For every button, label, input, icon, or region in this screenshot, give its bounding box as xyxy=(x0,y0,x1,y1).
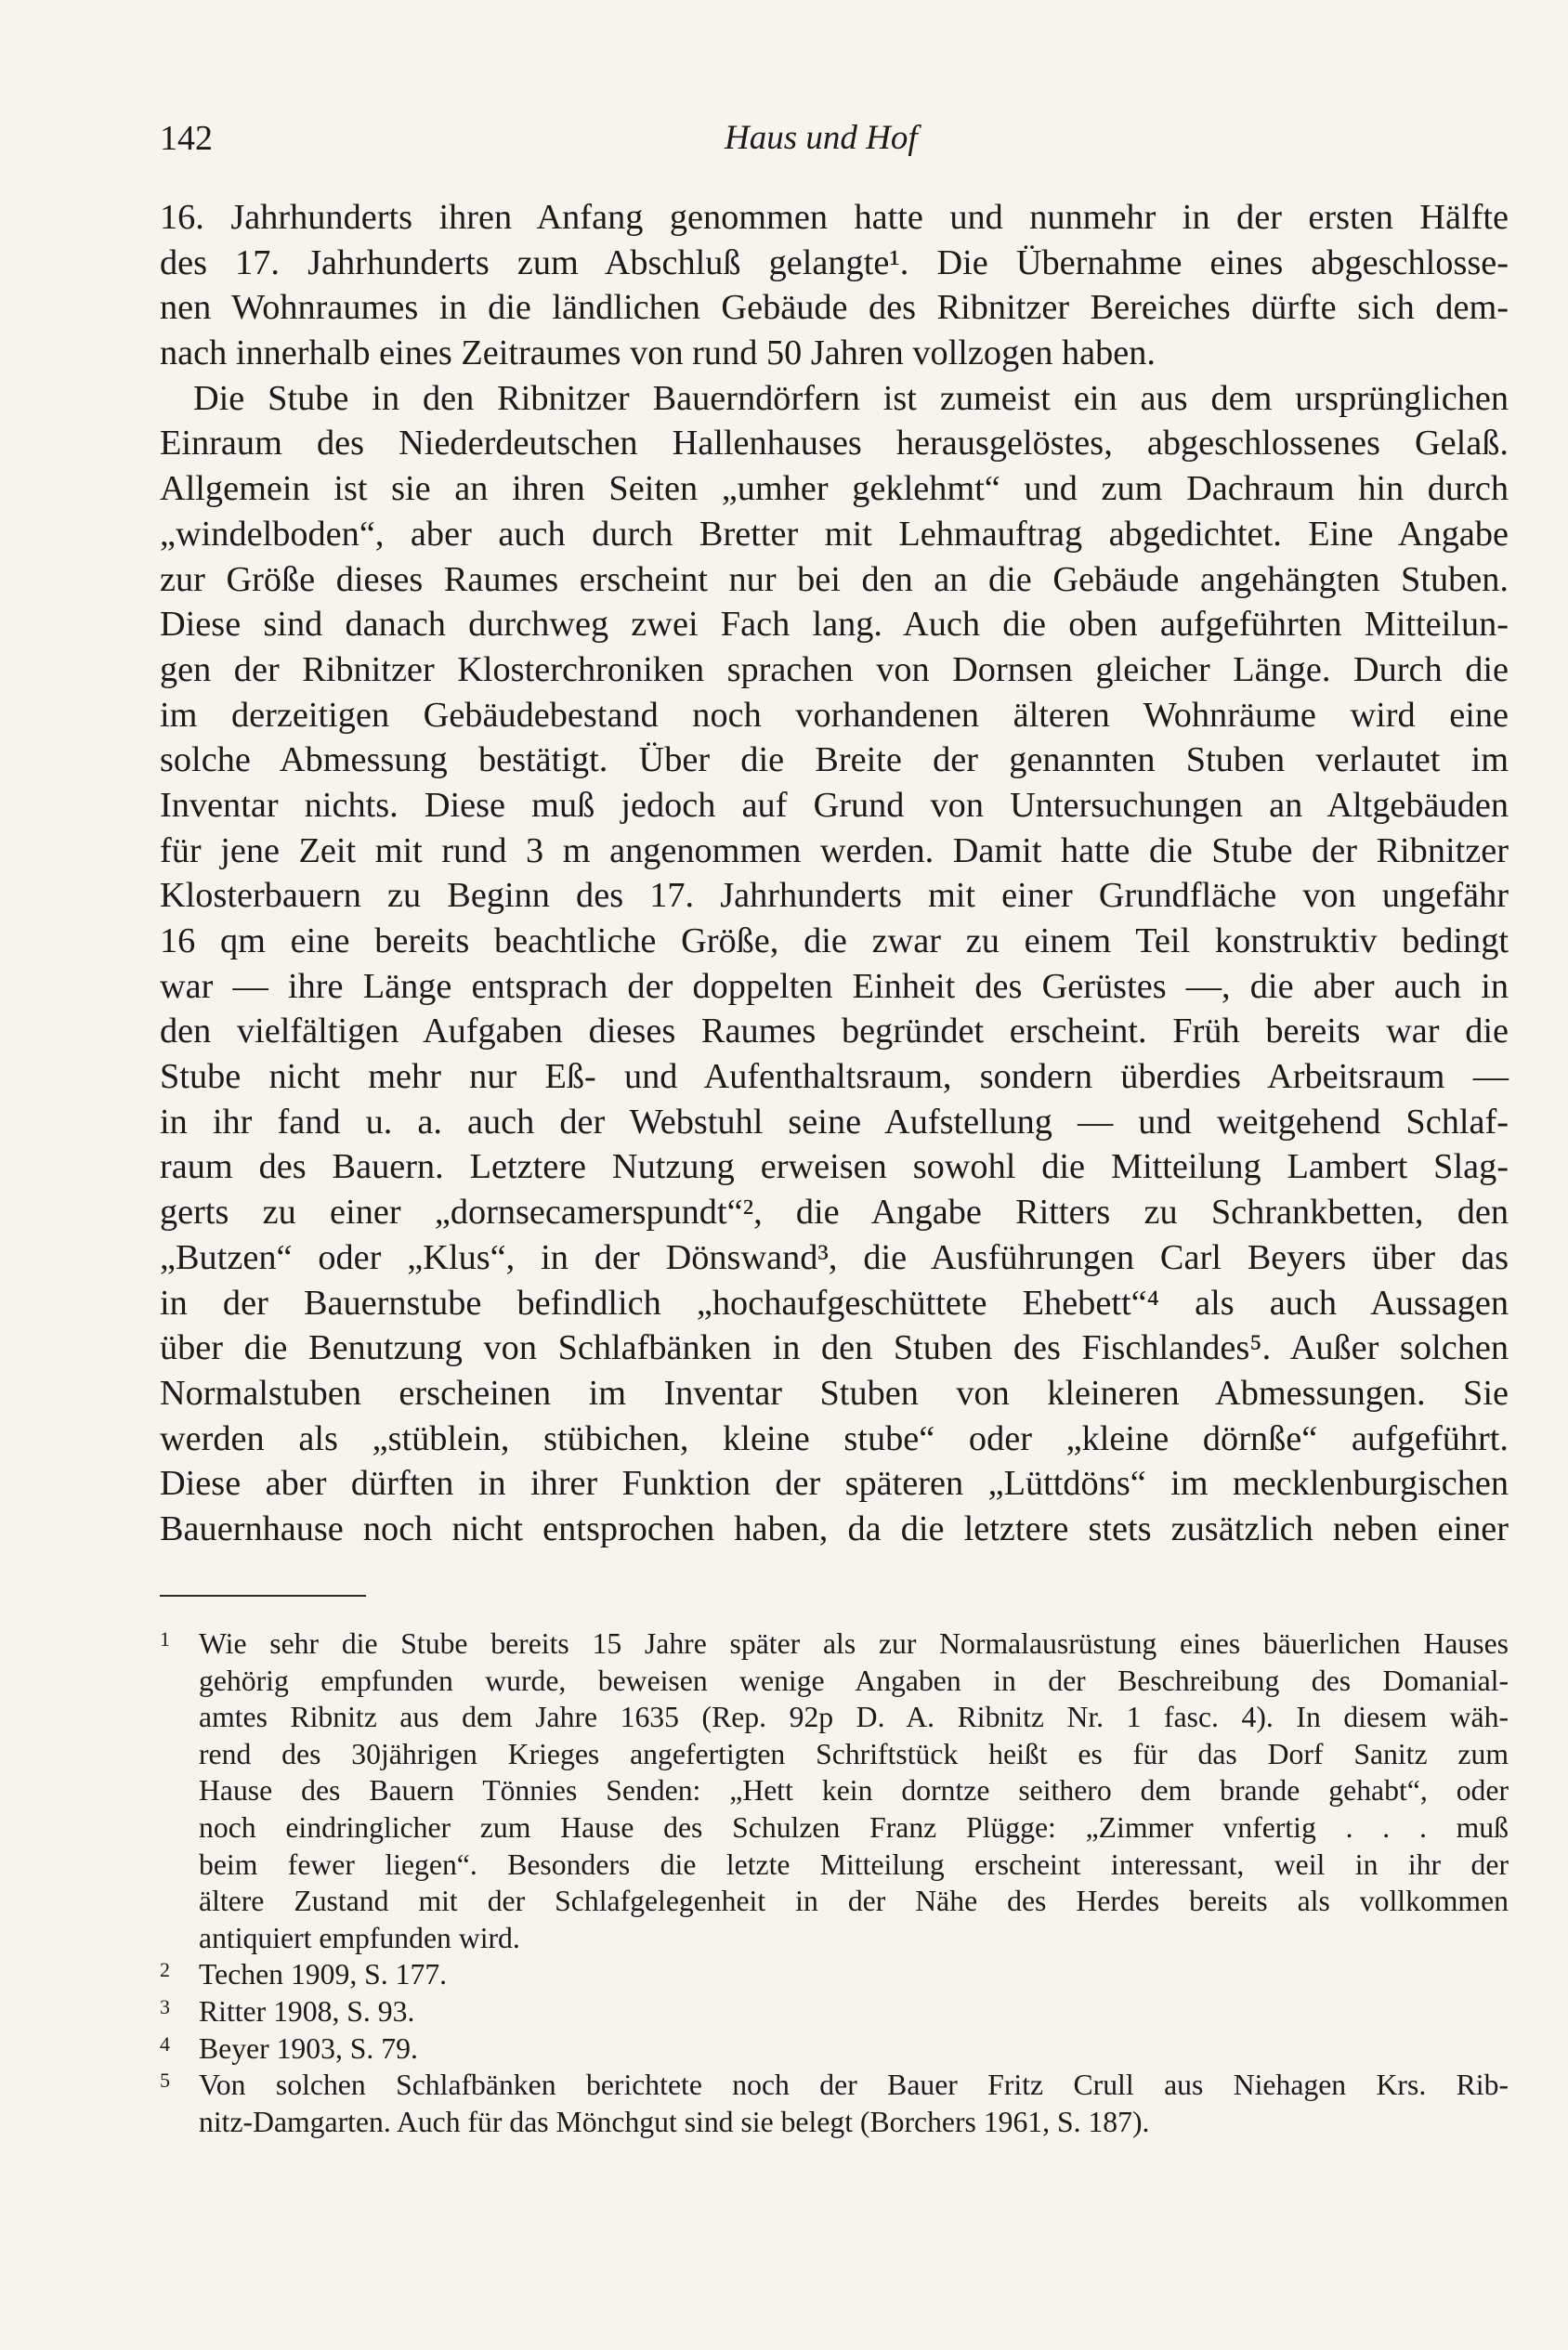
body-line: des 17. Jahrhunderts zum Abschluß gelangte¹. Die Übernahme eines abgeschlosse- xyxy=(160,242,1509,282)
body-text xyxy=(160,195,1509,1552)
running-head: Haus und Hof xyxy=(725,119,918,157)
body-line: in der Bauernstube befindlich „hochaufgeschüttete Ehebett“⁴ als auch Aussagen xyxy=(160,1283,1509,1323)
body-line: zur Größe dieses Raumes erscheint nur bei den an die Gebäude angehängten Stuben. xyxy=(160,559,1509,599)
body-line: „Butzen“ oder „Klus“, in der Dönswand³, die Ausführungen Carl Beyers über das xyxy=(160,1237,1509,1277)
body-line: werden als „stüblein, stübichen, kleine stube“ oder „kleine dörnße“ aufgeführt. xyxy=(160,1418,1509,1458)
footnote-marker: 4 xyxy=(160,2031,170,2056)
footnote-1 xyxy=(160,1625,1509,1956)
footnote-divider xyxy=(160,1595,366,1597)
body-line: in ihr fand u. a. auch der Webstuhl seine Aufstellung — und weitgehend Schlaf- xyxy=(160,1102,1509,1142)
body-line: Diese sind danach durchweg zwei Fach lang. Auch die oben aufgeführten Mitteilun- xyxy=(160,605,1509,645)
body-line: Normalstuben erscheinen im Inventar Stuben von kleineren Abmessungen. Sie xyxy=(160,1373,1509,1413)
footnote-line: ältere Zustand mit der Schlafgelegenheit in der Nähe des Herdes bereits als vollkommen xyxy=(199,1885,1509,1918)
footnote-line: Techen 1909, S. 177. xyxy=(199,1958,448,1991)
footnote-marker: 3 xyxy=(160,1994,170,2018)
page-header xyxy=(160,115,1507,162)
body-line: für jene Zeit mit rund 3 m angenommen werden. Damit hatte die Stube der Ribnitzer xyxy=(160,830,1509,870)
body-line: Inventar nichts. Diese muß jedoch auf Grund von Untersuchungen an Altgebäuden xyxy=(160,785,1509,825)
body-line: Bauernhause noch nicht entsprochen haben, da die letztere stets zusätzlich neben einer xyxy=(160,1508,1509,1548)
footnote-line: rend des 30jährigen Krieges angefertigten Schriftstück heißt es für das Dorf Sanitz zum xyxy=(199,1737,1509,1770)
footnote-line: nitz-Damgarten. Auch für das Mönchgut sind sie belegt (Borchers 1961, S. 187). xyxy=(199,2105,1150,2138)
footnote-line: gehörig empfunden wurde, beweisen wenige Angaben in der Beschreibung des Domanial- xyxy=(199,1664,1509,1697)
footnote-marker: 5 xyxy=(160,2069,170,2093)
footnote-5 xyxy=(160,2067,1509,2140)
body-line: Stube nicht mehr nur Eß- und Aufenthaltsraum, sondern überdies Arbeitsraum — xyxy=(160,1057,1509,1097)
body-line: raum des Bauern. Letztere Nutzung erweisen sowohl die Mitteilung Lambert Slag- xyxy=(160,1147,1509,1187)
body-line: Allgemein ist sie an ihren Seiten „umher geklehmt“ und zum Dachraum hin durch xyxy=(160,469,1509,509)
footnote-line: Hause des Bauern Tönnies Senden: „Hett kein dorntze seithero dem brande gehabt“, oder xyxy=(199,1774,1509,1808)
footnote-line: Ritter 1908, S. 93. xyxy=(199,1994,415,2028)
footnote-3 xyxy=(160,1993,1509,2030)
body-line: solche Abmessung bestätigt. Über die Breite der genannten Stuben verlautet im xyxy=(160,740,1509,780)
footnote-line: beim fewer liegen“. Besonders die letzte Mitteilung erscheint interessant, weil in ihr der xyxy=(199,1847,1509,1881)
body-line: war — ihre Länge entsprach der doppelten Einheit des Gerüstes —, die aber auch in xyxy=(160,966,1509,1006)
footnote-line: Beyer 1903, S. 79. xyxy=(199,2031,418,2065)
footnote-marker: 2 xyxy=(160,1958,170,1982)
body-line: nach innerhalb eines Zeitraumes von rund 50 Jahren vollzogen haben. xyxy=(160,333,1156,373)
footnote-line: noch eindringlicher zum Hause des Schulzen Franz Plügge: „Zimmer vnfertig . . . muß xyxy=(199,1810,1509,1844)
body-line: „windelboden“, aber auch durch Bretter mit Lehmauftrag abgedichtet. Eine Angabe xyxy=(160,514,1509,554)
body-line: im derzeitigen Gebäudebestand noch vorhandenen älteren Wohnräume wird eine xyxy=(160,695,1509,735)
body-line: Einraum des Niederdeutschen Hallenhauses herausgelöstes, abgeschlossenes Gelaß. xyxy=(160,424,1509,463)
body-line: Klosterbauern zu Beginn des 17. Jahrhunderts mit einer Grundfläche von ungefähr xyxy=(160,876,1509,916)
body-line: 16 qm eine bereits beachtliche Größe, die zwar zu einem Teil konstruktiv bedingt xyxy=(160,921,1509,960)
footnotes xyxy=(160,1625,1509,2140)
body-line: gerts zu einer „dornsecamerspundt“², die Angabe Ritters zu Schrankbetten, den xyxy=(160,1193,1509,1233)
footnote-line: amtes Ribnitz aus dem Jahre 1635 (Rep. 92p D. A. Ribnitz Nr. 1 fasc. 4). In diesem wäh- xyxy=(199,1701,1509,1734)
body-line: Diese aber dürften in ihrer Funktion der späteren „Lüttdöns“ im mecklenburgischen xyxy=(160,1464,1509,1504)
footnote-line: Wie sehr die Stube bereits 15 Jahre später als zur Normalausrüstung eines bäuerlichen Hauses xyxy=(199,1627,1509,1660)
body-line: den vielfältigen Aufgaben dieses Raumes begründet erscheint. Früh bereits war die xyxy=(160,1012,1509,1051)
page-number: 142 xyxy=(160,119,213,158)
footnote-marker: 1 xyxy=(160,1627,170,1651)
footnote-4 xyxy=(160,2030,1509,2068)
footnote-line: Von solchen Schlafbänken berichtete noch der Bauer Fritz Crull aus Niehagen Krs. Rib- xyxy=(199,2069,1509,2102)
body-line: gen der Ribnitzer Klosterchroniken sprachen von Dornsen gleicher Länge. Durch die xyxy=(160,649,1509,689)
footnote-line: antiquiert empfunden wird. xyxy=(199,1921,520,1954)
body-line: Die Stube in den Ribnitzer Bauerndörfern ist zumeist ein aus dem ursprünglichen xyxy=(193,378,1509,418)
body-line: nen Wohnraumes in die ländlichen Gebäude des Ribnitzer Bereiches dürfte sich dem- xyxy=(160,288,1509,328)
body-line: über die Benutzung von Schlafbänken in den Stuben des Fischlandes⁵. Außer solchen xyxy=(160,1328,1509,1368)
footnote-2 xyxy=(160,1956,1509,1993)
body-line: 16. Jahrhunderts ihren Anfang genommen hatte und nunmehr in der ersten Hälfte xyxy=(160,198,1509,237)
